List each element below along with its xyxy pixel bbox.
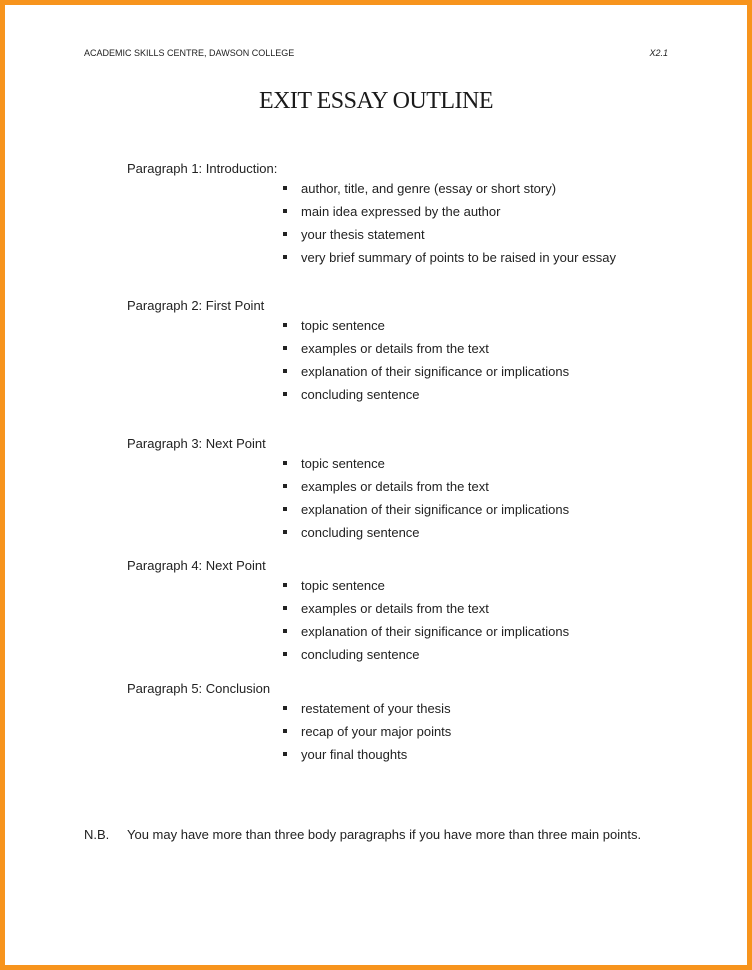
- list-item: [283, 475, 569, 498]
- bullet-icon: [283, 461, 287, 465]
- list-item: [283, 643, 569, 666]
- bullet-icon: [283, 583, 287, 587]
- list-item: [283, 200, 616, 223]
- list-item: [283, 743, 451, 766]
- list-item: [283, 452, 569, 475]
- section-heading: Paragraph 4: Next Point: [127, 558, 266, 573]
- list-item: [283, 177, 616, 200]
- bullet-list: [127, 697, 451, 766]
- list-item: [283, 314, 569, 337]
- list-item-text: recap of your major points: [301, 724, 452, 739]
- list-item: [283, 697, 451, 720]
- note-text: You may have more than three body paragraphs if you have more than three main points.: [127, 827, 642, 842]
- list-item: [283, 597, 569, 620]
- bullet-icon: [283, 507, 287, 511]
- list-item: [283, 360, 569, 383]
- outline-section: [127, 558, 569, 666]
- page-title: EXIT ESSAY OUTLINE: [258, 88, 494, 114]
- list-item: [283, 574, 569, 597]
- bullet-icon: [283, 629, 287, 633]
- list-item-text: examples or details from the text: [301, 479, 489, 494]
- list-item: [283, 337, 569, 360]
- list-item-text: explanation of their significance or implications: [301, 624, 570, 639]
- section-heading: Paragraph 3: Next Point: [127, 436, 266, 451]
- list-item: [283, 720, 451, 743]
- list-item-text: author, title, and genre (essay or short story): [301, 181, 557, 196]
- list-item-text: your final thoughts: [301, 747, 408, 762]
- bullet-icon: [283, 706, 287, 710]
- list-item: [283, 246, 616, 269]
- bullet-list: [127, 452, 569, 544]
- list-item-text: very brief summary of points to be raised in your essay: [301, 250, 617, 265]
- bullet-icon: [283, 323, 287, 327]
- list-item-text: topic sentence: [301, 456, 385, 471]
- bullet-icon: [283, 606, 287, 610]
- outline-section: [127, 436, 569, 544]
- section-heading: Paragraph 2: First Point: [127, 298, 265, 313]
- section-heading: Paragraph 1: Introduction:: [127, 161, 278, 176]
- bullet-icon: [283, 186, 287, 190]
- bullet-icon: [283, 209, 287, 213]
- outline-section: [127, 161, 616, 269]
- bullet-icon: [283, 369, 287, 373]
- list-item: [283, 498, 569, 521]
- bullet-list: [127, 314, 569, 406]
- header-code: X2.1: [649, 48, 668, 58]
- list-item-text: your thesis statement: [301, 227, 425, 242]
- section-heading: Paragraph 5: Conclusion: [127, 681, 271, 696]
- list-item-text: topic sentence: [301, 578, 385, 593]
- bullet-icon: [283, 392, 287, 396]
- bullet-icon: [283, 652, 287, 656]
- bullet-icon: [283, 346, 287, 350]
- header-institution: ACADEMIC SKILLS CENTRE, DAWSON COLLEGE: [84, 48, 295, 58]
- note: [84, 827, 641, 842]
- bullet-list: [127, 177, 616, 269]
- outline-section: [127, 298, 569, 406]
- list-item-text: concluding sentence: [301, 525, 420, 540]
- outline-section: [127, 681, 451, 766]
- list-item: [283, 223, 616, 246]
- list-item: [283, 521, 569, 544]
- list-item-text: main idea expressed by the author: [301, 204, 501, 219]
- bullet-list: [127, 574, 569, 666]
- bullet-icon: [283, 729, 287, 733]
- bullet-icon: [283, 530, 287, 534]
- bullet-icon: [283, 484, 287, 488]
- list-item: [283, 383, 569, 406]
- list-item-text: explanation of their significance or implications: [301, 364, 570, 379]
- list-item-text: examples or details from the text: [301, 601, 489, 616]
- list-item-text: explanation of their significance or implications: [301, 502, 570, 517]
- bullet-icon: [283, 752, 287, 756]
- bullet-icon: [283, 232, 287, 236]
- list-item-text: topic sentence: [301, 318, 385, 333]
- list-item: [283, 620, 569, 643]
- list-item-text: concluding sentence: [301, 387, 420, 402]
- note-label: N.B.: [84, 827, 110, 842]
- list-item-text: concluding sentence: [301, 647, 420, 662]
- list-item-text: restatement of your thesis: [301, 701, 451, 716]
- list-item-text: examples or details from the text: [301, 341, 489, 356]
- bullet-icon: [283, 255, 287, 259]
